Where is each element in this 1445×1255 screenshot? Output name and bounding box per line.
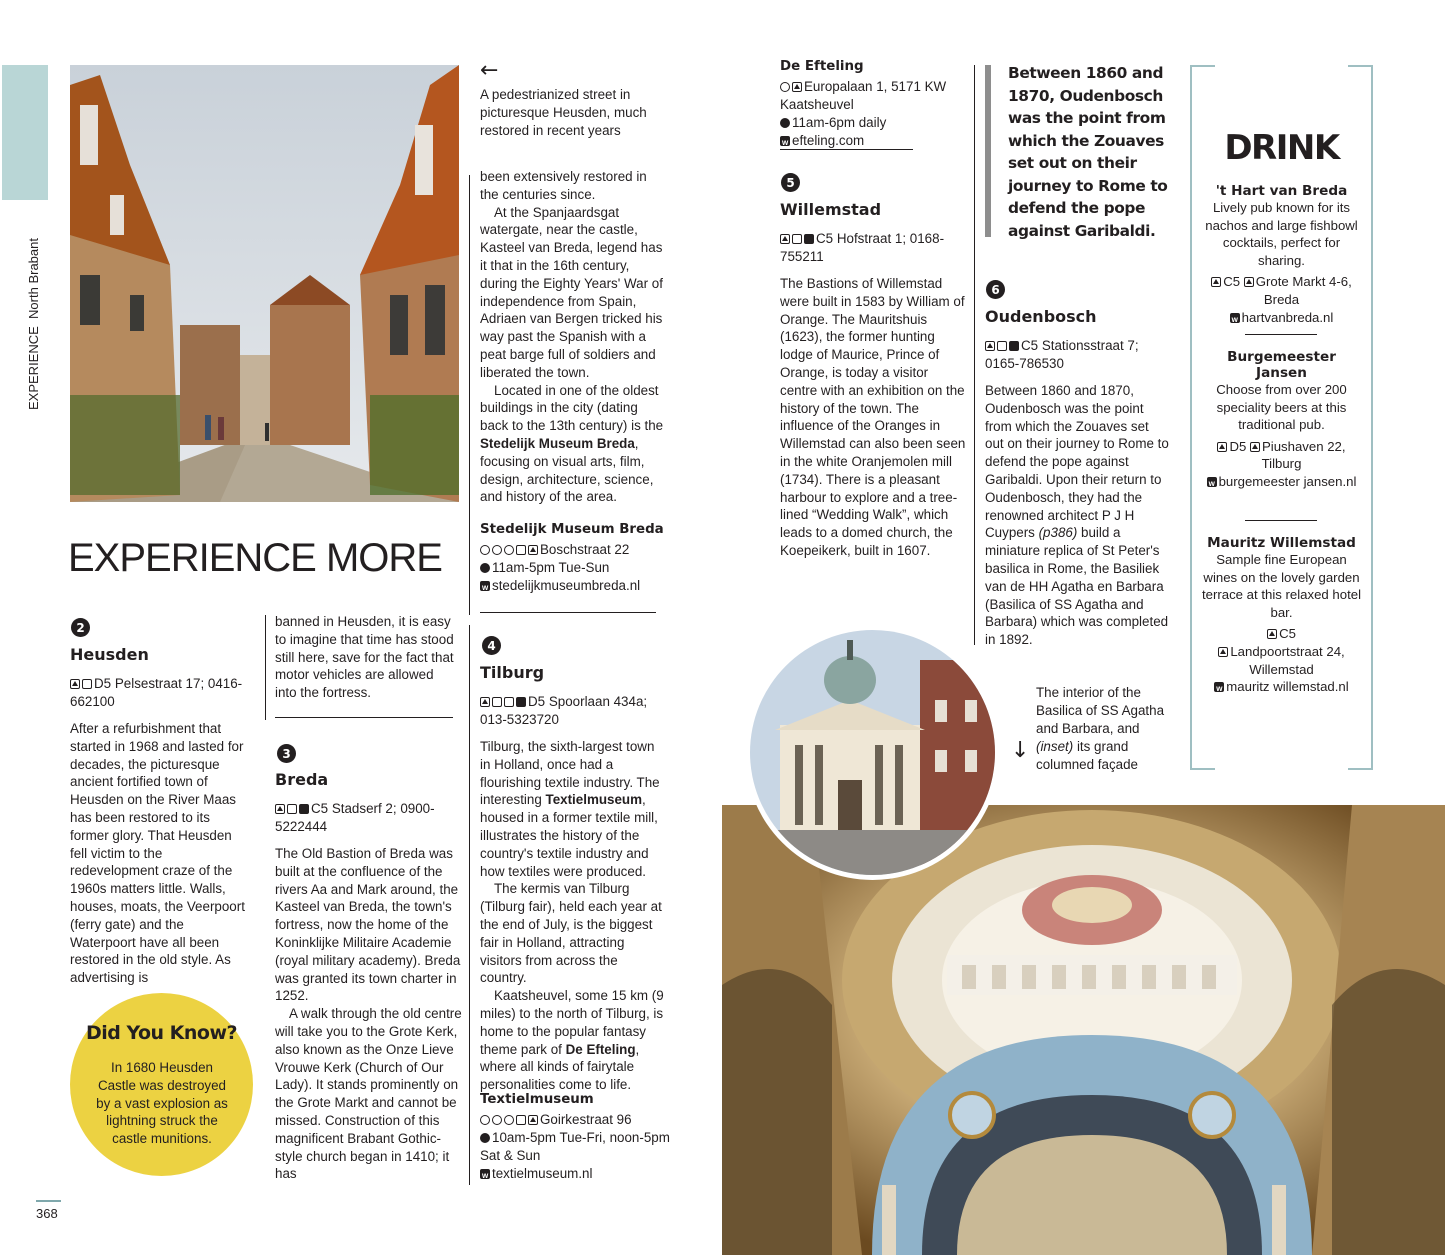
map-icon — [1218, 647, 1228, 657]
oudenbosch-heading: Oudenbosch — [985, 307, 1097, 326]
entry-number-heusden: 2 — [71, 618, 90, 637]
heusden-body: After a refurbishment that started in 1968 and lasted for decades, the picturesque ancient fortified town of Heusden on the River Maas has been restored to its former glory. That Heusden fell victim to the redevelopment craze of the 1960s matters little. Walls, houses, moats, the Veerpoort (ferry gate) and the Waterpoort have all been restored in the old style. As advertising is — [70, 721, 245, 986]
info-icon — [804, 234, 814, 244]
column-divider — [469, 175, 470, 615]
drink-item-address: C5 Grote Markt 4-6, Breda — [1200, 273, 1363, 308]
breda-body-col3 — [480, 168, 666, 506]
clock-icon — [480, 563, 490, 573]
column-divider — [469, 625, 470, 1185]
drink-divider — [1245, 334, 1317, 335]
web-icon — [1207, 477, 1217, 487]
drink-item-name: Mauritz Willemstad — [1207, 535, 1356, 551]
oudenbosch-body: Between 1860 and 1870, Oudenbosch was the point from which the Zouaves set out on their journey to Rome to defend the pope against Garibaldi. Upon their return to Oudenbosch, they had the renowned architect P J H Cuypers (p386) build a miniature replica of St Peter's basilica in Rome, the Basiliek van de HH Agatha en Barbara (Basilica of SS Agatha and Barbara) which was completed in 1892. — [985, 383, 1169, 648]
drink-item-address: D5 Piushaven 22, Tilburg — [1200, 438, 1363, 473]
caption-arrow: ← — [480, 58, 499, 83]
caption-arrow-down: ↓ — [1011, 738, 1030, 763]
restaurant-icon — [516, 1115, 526, 1125]
efteling-heading: De Efteling — [780, 59, 864, 74]
drink-box-corner — [1348, 65, 1373, 67]
clock-icon — [780, 118, 790, 128]
did-you-know-text: In 1680 Heusden Castle was destroyed by a vast explosion as lightning struck the castle munitions. — [96, 1060, 228, 1147]
entry-number-willemstad: 5 — [781, 173, 800, 192]
section-label — [26, 238, 41, 410]
drink-item-desc: Lively pub known for its nachos and large fishbowl cocktails, perfect for sharing. — [1205, 200, 1358, 268]
experience-more-title: EXPERIENCE MORE — [68, 536, 442, 580]
drink-box-corner — [1348, 768, 1373, 770]
cafe-icon — [504, 545, 514, 555]
entry-number-oudenbosch: 6 — [986, 280, 1005, 299]
drink-item — [1200, 535, 1363, 696]
tilburg-heading: Tilburg — [480, 663, 545, 682]
drink-item-name: Burgemeester Jansen — [1227, 349, 1336, 381]
entry-divider — [780, 149, 913, 150]
clock-icon — [480, 1133, 490, 1143]
willemstad-heading: Willemstad — [780, 200, 882, 219]
page-reference[interactable]: (p386) — [1038, 525, 1078, 541]
breda-para-3: been extensively restored in the centuries since. — [480, 169, 647, 202]
heusden-body-cont: banned in Heusden, it is easy to imagine that time has stood still here, save for the fact that motor vehicles are allowed into the fortress. — [275, 614, 454, 701]
map-icon — [1267, 629, 1277, 639]
willemstad-info: C5 Hofstraat 1; 0168-755211 — [780, 231, 945, 264]
access-icon — [480, 1115, 490, 1125]
stedelijk-info: Boschstraat 22 11am-5pm Tue-Sun wstedelijkmuseumbreda.nl — [480, 541, 670, 595]
tilburg-info: D5 Spoorlaan 434a; 013-5323720 — [480, 694, 648, 727]
web-icon — [480, 1169, 490, 1179]
section-name: EXPERIENCE — [26, 326, 41, 410]
breda-body — [275, 845, 463, 1183]
oudenbosch-info: C5 Stationsstraat 7; 0165-786530 — [985, 338, 1139, 371]
drink-box-corner — [1190, 65, 1215, 67]
breda-heading: Breda — [275, 770, 329, 789]
shop-icon — [492, 545, 502, 555]
map-icon — [792, 82, 802, 92]
column-divider — [265, 615, 266, 720]
drink-divider — [1245, 520, 1317, 521]
did-you-know-title: Did You Know? — [85, 1022, 238, 1044]
drink-item — [1200, 183, 1363, 326]
drink-item-web: wmauritz willemstad.nl — [1200, 678, 1363, 696]
map-icon — [275, 804, 285, 814]
entry-divider — [480, 612, 656, 613]
region-name: North Brabant — [26, 238, 41, 319]
web-icon — [1214, 682, 1224, 692]
web-icon — [480, 581, 490, 591]
drink-item — [1200, 349, 1363, 491]
map-icon — [70, 679, 80, 689]
breda-para-5: Located in one of the oldest buildings in the city (dating back to the 13th century) is the Stedelijk Museum Breda, focusing on visual arts, film, design, architecture, science, and history of the area. — [480, 382, 664, 505]
breda-info: C5 Stadserf 2; 0900-5222444 — [275, 801, 435, 834]
willemstad-body: The Bastions of Willemstad were built in 1583 by William of Orange. The Mauritshuis (1623), the former hunting lodge of Maurice, Prince of Orange, is today a visitor centre with an exhibition on the history of the town. The influence of the Oranges in Willemstad can also been seen in the white Oranjemolen mill (1734). There is a pleasant harbour to explore and a tree-lined “Wedding Walk”, which leads to a domed church, the Koepeikerk, built in 1607. — [780, 276, 966, 558]
restaurant-icon — [516, 545, 526, 555]
entry-divider — [275, 717, 453, 718]
cafe-icon — [504, 1115, 514, 1125]
web-icon — [780, 136, 790, 146]
pullquote-bar — [985, 65, 991, 237]
column-divider — [974, 65, 975, 645]
entry-number-breda: 3 — [277, 744, 296, 763]
bus-icon — [492, 697, 502, 707]
tilburg-para-3: Kaatsheuvel, some 15 km (9 miles) to the north of Tilburg, is home to the popular fantasy theme park of De Efteling, where all kinds of fairytale personalities come to life. — [480, 988, 664, 1093]
drink-title: DRINK — [1224, 128, 1339, 168]
train-icon — [504, 697, 514, 707]
tilburg-para-1: Tilburg, the sixth-largest town in Holland, once had a flourishing textile industry. The interesting Textielmuseum, housed in a former textile mill, illustrates the history of the country's textile industry and how textiles were produced. — [480, 739, 660, 879]
interior-caption: The interior of the Basilica of SS Agatha and Barbara, and (inset) its grand columned façade — [1036, 685, 1165, 772]
drink-item-address: C5 Landpoortstraat 24, Willemstad — [1200, 625, 1363, 678]
shop-icon — [492, 1115, 502, 1125]
photo-caption: A pedestrianized street in picturesque Heusden, much restored in recent years — [480, 87, 647, 138]
map-icon — [1217, 442, 1227, 452]
drink-item-desc: Choose from over 200 speciality beers at this traditional pub. — [1216, 382, 1347, 433]
breda-para-2: A walk through the old centre will take you to the Grote Kerk, also known as the Onze Lieve Vrouwe Kerk (Church of Our Lady). It stands prominently on the Grote Markt and cannot be missed. Construction of this magnificent Brabant Gothic-style church began in 1410; it has — [275, 1006, 462, 1182]
efteling-info: Europalaan 1, 5171 KW Kaatsheuvel 11am-6pm daily wefteling.com — [780, 78, 965, 150]
map-icon — [780, 234, 790, 244]
breda-para-1: The Old Bastion of Breda was built at the confluence of the rivers Aa and Mark around, the Kasteel van Breda, the town's fortress, now the home of the Koninklijke Militaire Academie (royal military academy). Breda was granted its town charter in 1252. — [275, 846, 461, 1004]
info-icon — [299, 804, 309, 814]
heusden-info: D5 Pelsestraat 17; 0416-662100 — [70, 676, 243, 709]
breda-para-4: At the Spanjaardsgat watergate, near the castle, Kasteel van Breda, legend has it that in the 16th century, during the Eighty Years' War of independence from Spain, Adriaen van Bergen tricked his way past the Spanish with a peat barge full of soldiers and liberated the town. — [480, 204, 663, 380]
access-icon — [780, 82, 790, 92]
bus-icon — [792, 234, 802, 244]
bus-icon — [287, 804, 297, 814]
tilburg-para-2: The kermis van Tilburg (Tilburg fair), held each year at the end of July, is the biggest fair in Holland, attracting visitors from across the country. — [480, 881, 662, 986]
side-tab — [2, 65, 48, 200]
textielmuseum-heading: Textielmuseum — [480, 1092, 594, 1107]
train-icon — [82, 679, 92, 689]
access-icon — [480, 545, 490, 555]
entry-number-tilburg: 4 — [482, 636, 501, 655]
info-icon — [1009, 341, 1019, 351]
tilburg-body — [480, 738, 668, 1094]
heusden-heading: Heusden — [70, 645, 149, 664]
stedelijk-heading: Stedelijk Museum Breda — [480, 522, 664, 537]
textielmuseum-info: Goirkestraat 96 10am-5pm Tue-Fri, noon-5pm Sat & Sun wtextielmuseum.nl — [480, 1111, 670, 1183]
pullquote: Between 1860 and 1870, Oudenbosch was the point from which the Zouaves set out on their journey to Rome to defend the pope against Garibaldi. — [1008, 64, 1168, 240]
map-icon — [1211, 277, 1221, 287]
drink-box-corner — [1190, 768, 1215, 770]
drink-item-desc: Sample fine European wines on the lovely garden terrace at this relaxed hotel bar. — [1201, 552, 1362, 620]
drink-item-web: wburgemeester jansen.nl — [1200, 473, 1363, 491]
map-icon — [1250, 442, 1260, 452]
map-icon — [1244, 277, 1254, 287]
info-icon — [516, 697, 526, 707]
drink-item-web: whartvanbreda.nl — [1200, 309, 1363, 327]
train-icon — [997, 341, 1007, 351]
web-icon — [1230, 313, 1240, 323]
page-number-rule — [36, 1200, 61, 1202]
basilica-facade-photo — [750, 630, 995, 875]
drink-item-name: 't Hart van Breda — [1215, 183, 1348, 199]
heusden-street-photo — [70, 65, 459, 502]
map-icon — [480, 697, 490, 707]
page-number: 368 — [36, 1206, 58, 1221]
map-icon — [528, 1115, 538, 1125]
map-icon — [985, 341, 995, 351]
map-icon — [528, 545, 538, 555]
